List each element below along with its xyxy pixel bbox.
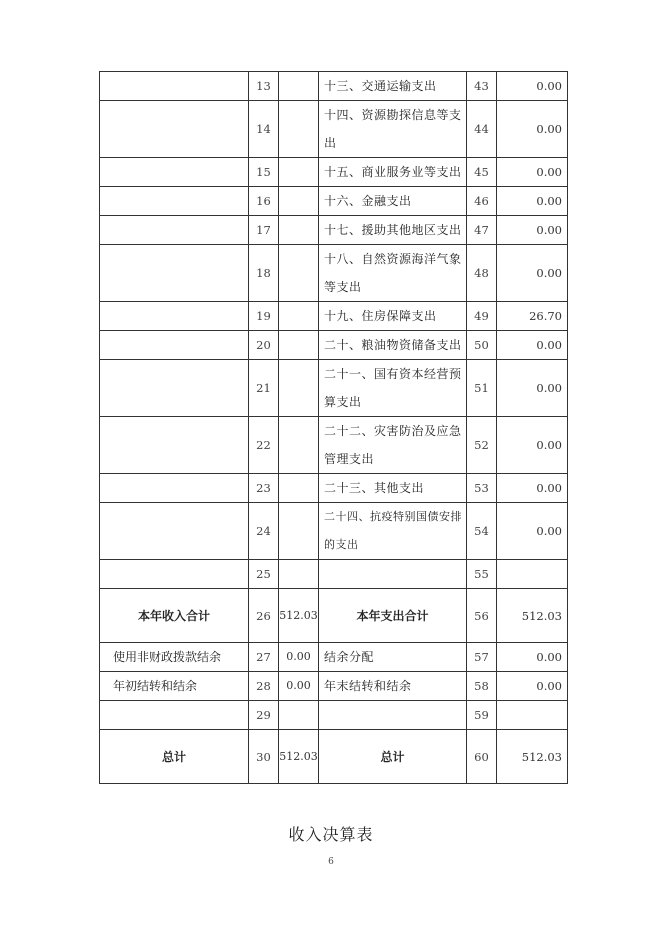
income-amount-cell — [279, 101, 319, 158]
expense-row-number: 55 — [467, 560, 497, 589]
income-item-cell: 使用非财政拨款结余 — [100, 643, 249, 672]
table-row — [100, 503, 568, 560]
expense-amount-cell: 0.00 — [497, 643, 568, 672]
income-amount-cell — [279, 72, 319, 101]
income-item-cell: 年初结转和结余 — [100, 672, 249, 701]
expense-row-number: 43 — [467, 72, 497, 101]
income-item-cell — [100, 216, 249, 245]
grand-total-income-amount: 512.03 — [279, 730, 319, 784]
next-section-title: 收入决算表 — [288, 825, 374, 844]
table-row — [100, 187, 568, 216]
income-row-number: 15 — [249, 158, 279, 187]
expense-row-number: 47 — [467, 216, 497, 245]
table-row — [100, 360, 568, 417]
income-row-number: 25 — [249, 560, 279, 589]
table-row — [100, 331, 568, 360]
expense-amount-cell: 0.00 — [497, 417, 568, 474]
income-item-cell — [100, 701, 249, 730]
expense-row-number: 46 — [467, 187, 497, 216]
income-row-number: 13 — [249, 72, 279, 101]
income-item-cell — [100, 158, 249, 187]
expense-amount-cell: 0.00 — [497, 360, 568, 417]
income-amount-cell — [279, 360, 319, 417]
expense-amount-cell: 0.00 — [497, 72, 568, 101]
income-amount-cell — [279, 474, 319, 503]
table-row — [100, 216, 568, 245]
table-row — [100, 158, 568, 187]
income-item-cell — [100, 474, 249, 503]
grand-total-expense-amount: 512.03 — [497, 730, 568, 784]
income-item-cell — [100, 187, 249, 216]
annual-expense-total-label: 本年支出合计 — [319, 589, 467, 643]
expense-row-number: 59 — [467, 701, 497, 730]
expense-amount-cell: 0.00 — [497, 101, 568, 158]
income-row-number: 23 — [249, 474, 279, 503]
budget-table — [99, 71, 568, 784]
income-row-number: 22 — [249, 417, 279, 474]
income-item-cell — [100, 360, 249, 417]
income-row-number: 29 — [249, 701, 279, 730]
table-row — [100, 302, 568, 331]
expense-amount-cell — [497, 560, 568, 589]
income-item-cell — [100, 417, 249, 474]
page-number: 6 — [328, 857, 334, 867]
expense-amount-cell: 0.00 — [497, 158, 568, 187]
table-row — [100, 672, 568, 701]
expense-row-number: 57 — [467, 643, 497, 672]
expense-row-number: 58 — [467, 672, 497, 701]
expense-row-number: 44 — [467, 101, 497, 158]
table-row-annual-total — [100, 589, 568, 643]
expense-row-number: 45 — [467, 158, 497, 187]
income-row-number: 16 — [249, 187, 279, 216]
income-amount-cell — [279, 216, 319, 245]
expense-row-number: 51 — [467, 360, 497, 417]
expense-item-cell: 十五、商业服务业等支出 — [319, 158, 467, 187]
expense-amount-cell: 0.00 — [497, 187, 568, 216]
income-amount-cell — [279, 503, 319, 560]
expense-row-number: 53 — [467, 474, 497, 503]
expense-row-number: 49 — [467, 302, 497, 331]
income-row-number: 26 — [249, 589, 279, 643]
expense-item-cell: 年末结转和结余 — [319, 672, 467, 701]
expense-item-cell: 结余分配 — [319, 643, 467, 672]
expense-row-number: 60 — [467, 730, 497, 784]
table-row — [100, 560, 568, 589]
expense-item-cell: 二十四、抗疫特别国债安排的支出 — [319, 503, 467, 560]
table-row-grand-total — [100, 730, 568, 784]
grand-total-expense-label: 总计 — [319, 730, 467, 784]
income-item-cell — [100, 72, 249, 101]
income-row-number: 24 — [249, 503, 279, 560]
income-amount-cell: 0.00 — [279, 672, 319, 701]
income-amount-cell — [279, 187, 319, 216]
income-amount-cell: 0.00 — [279, 643, 319, 672]
grand-total-income-label: 总计 — [100, 730, 249, 784]
expense-amount-cell: 0.00 — [497, 216, 568, 245]
table-row — [100, 245, 568, 302]
expense-amount-cell: 26.70 — [497, 302, 568, 331]
annual-expense-total-amount: 512.03 — [497, 589, 568, 643]
expense-item-cell: 二十、粮油物资储备支出 — [319, 331, 467, 360]
income-row-number: 19 — [249, 302, 279, 331]
income-row-number: 30 — [249, 730, 279, 784]
expense-row-number: 56 — [467, 589, 497, 643]
income-item-cell — [100, 503, 249, 560]
expense-item-cell: 二十三、其他支出 — [319, 474, 467, 503]
expense-item-cell: 二十二、灾害防治及应急管理支出 — [319, 417, 467, 474]
income-row-number: 28 — [249, 672, 279, 701]
income-item-cell — [100, 302, 249, 331]
annual-income-total-amount: 512.03 — [279, 589, 319, 643]
income-item-cell — [100, 331, 249, 360]
table-row — [100, 101, 568, 158]
income-amount-cell — [279, 417, 319, 474]
income-item-cell — [100, 560, 249, 589]
income-row-number: 20 — [249, 331, 279, 360]
expense-item-cell — [319, 560, 467, 589]
expense-row-number: 52 — [467, 417, 497, 474]
table-row — [100, 474, 568, 503]
expense-row-number: 54 — [467, 503, 497, 560]
expense-amount-cell: 0.00 — [497, 331, 568, 360]
expense-item-cell: 十三、交通运输支出 — [319, 72, 467, 101]
income-row-number: 21 — [249, 360, 279, 417]
expense-row-number: 50 — [467, 331, 497, 360]
income-item-cell — [100, 245, 249, 302]
table-row — [100, 72, 568, 101]
expense-row-number: 48 — [467, 245, 497, 302]
income-row-number: 27 — [249, 643, 279, 672]
income-row-number: 14 — [249, 101, 279, 158]
income-amount-cell — [279, 331, 319, 360]
table-row — [100, 417, 568, 474]
expense-item-cell: 十四、资源勘探信息等支出 — [319, 101, 467, 158]
expense-item-cell: 十九、住房保障支出 — [319, 302, 467, 331]
expense-amount-cell: 0.00 — [497, 474, 568, 503]
expense-amount-cell: 0.00 — [497, 672, 568, 701]
expense-item-cell: 二十一、国有资本经营预算支出 — [319, 360, 467, 417]
annual-income-total-label: 本年收入合计 — [100, 589, 249, 643]
expense-item-cell: 十六、金融支出 — [319, 187, 467, 216]
expense-amount-cell — [497, 701, 568, 730]
income-amount-cell — [279, 701, 319, 730]
income-amount-cell — [279, 158, 319, 187]
income-amount-cell — [279, 245, 319, 302]
expense-item-cell: 十八、自然资源海洋气象等支出 — [319, 245, 467, 302]
expense-item-cell — [319, 701, 467, 730]
income-amount-cell — [279, 302, 319, 331]
income-row-number: 17 — [249, 216, 279, 245]
table-row — [100, 701, 568, 730]
expense-amount-cell: 0.00 — [497, 503, 568, 560]
income-amount-cell — [279, 560, 319, 589]
income-item-cell — [100, 101, 249, 158]
expense-item-cell: 十七、援助其他地区支出 — [319, 216, 467, 245]
expense-amount-cell: 0.00 — [497, 245, 568, 302]
income-row-number: 18 — [249, 245, 279, 302]
table-row — [100, 643, 568, 672]
